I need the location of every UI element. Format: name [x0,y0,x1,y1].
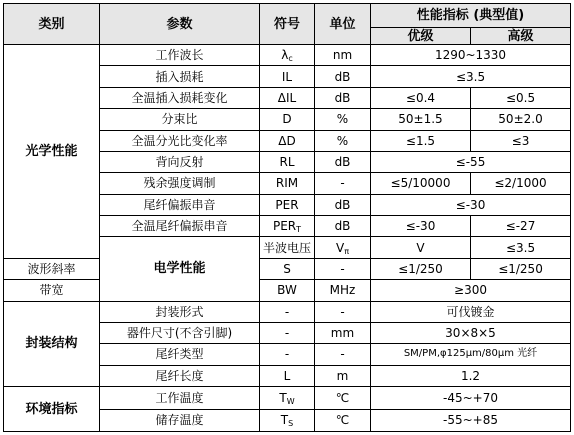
unit-cell: m [315,365,371,386]
value-excellent-cell: ≤3.5 [471,237,571,258]
value-high-cell: ≤1/250 [471,258,571,279]
param-cell: 分束比 [100,109,260,130]
param-cell: 尾纤类型 [100,344,260,365]
symbol-cell: $V_\pi$ [315,237,371,258]
value-high-cell: ≤-27 [471,216,571,237]
unit-cell: - [315,173,371,194]
table-row [4,301,571,322]
unit-cell: % [315,130,371,151]
value-cell: -55~+85 [371,409,571,432]
param-cell: 尾纤偏振串音 [100,194,260,215]
symbol-cell: L [260,365,315,386]
category-optical: 光学性能 [4,45,100,259]
category-packaging: 封装结构 [4,301,100,387]
value-excellent-cell: ≤5/10000 [371,173,471,194]
spec-table [3,3,571,432]
value-cell: ≤-30 [371,194,571,215]
symbol-cell: - [260,301,315,322]
param-cell: 全温插入损耗变化 [100,87,260,108]
table-row [4,387,571,410]
value-excellent-cell: ≤-30 [371,216,471,237]
value-excellent-cell: ≤1/250 [371,258,471,279]
symbol-cell: $\lambda_c$ [260,45,315,66]
symbol-cell: - [260,344,315,365]
param-cell: 器件尺寸(不含引脚) [100,322,260,343]
value-excellent-cell: 50±1.5 [371,109,471,130]
table-row [4,280,571,301]
param-cell: 插入损耗 [100,66,260,87]
symbol-cell: RIM [260,173,315,194]
value-cell: 30×8×5 [371,322,571,343]
symbol-cell: IL [260,66,315,87]
unit-cell: MHz [315,280,371,301]
param-cell: 全温分光比变化率 [100,130,260,151]
unit-cell: nm [315,45,371,66]
value-cell: ≤3.5 [371,66,571,87]
value-cell: 可伐镀金 [371,301,571,322]
param-cell: 储存温度 [100,409,260,432]
value-high-cell: ≤2/1000 [471,173,571,194]
symbol-cell: ΔD [260,130,315,151]
symbol-cell: S [260,258,315,279]
unit-cell: % [315,109,371,130]
category-electrical: 电学性能 [100,237,260,301]
table-row [4,258,571,279]
symbol-cell: BW [260,280,315,301]
unit-cell: - [315,344,371,365]
unit-cell: ℃ [315,409,371,432]
unit-cell: V [371,237,471,258]
value-cell: 1290~1330 [371,45,571,66]
table-header [4,4,571,45]
symbol-cell: D [260,109,315,130]
value-high-cell: 50±2.0 [471,109,571,130]
value-cell: ≤-55 [371,151,571,172]
header-unit: 单位 [315,4,371,45]
table-row [4,45,571,66]
symbol-cell: - [260,322,315,343]
param-cell: 封装形式 [100,301,260,322]
value-cell: 1.2 [371,365,571,386]
param-cell: 工作波长 [100,45,260,66]
value-cell: ≥300 [371,280,571,301]
unit-cell: - [315,258,371,279]
param-cell: 工作温度 [100,387,260,410]
value-cell: SM/PM,φ125μm/80μm 光纤 [371,344,571,365]
unit-cell: dB [315,216,371,237]
unit-cell: mm [315,322,371,343]
header-grade-excellent: 优级 [371,28,471,45]
param-cell: 背向反射 [100,151,260,172]
symbol-cell: ΔIL [260,87,315,108]
symbol-cell: PER [260,194,315,215]
unit-cell: dB [315,87,371,108]
value-high-cell: ≤0.5 [471,87,571,108]
param-cell: 波形斜率 [4,258,100,279]
param-cell: 残余强度调制 [100,173,260,194]
param-cell: 尾纤长度 [100,365,260,386]
symbol-cell: $PER_T$ [260,216,315,237]
param-cell: 半波电压 [260,237,315,258]
symbol-cell: $T_S$ [260,409,315,432]
unit-cell: dB [315,151,371,172]
header-symbol: 符号 [260,4,315,45]
header-performance: 性能指标 (典型值) [371,4,571,28]
value-excellent-cell: ≤1.5 [371,130,471,151]
unit-cell: - [315,301,371,322]
header-category: 类别 [4,4,100,45]
header-grade-high: 高级 [471,28,571,45]
symbol-cell: $T_W$ [260,387,315,410]
category-environment: 环境指标 [4,387,100,432]
unit-cell: dB [315,66,371,87]
value-excellent-cell: ≤0.4 [371,87,471,108]
unit-cell: dB [315,194,371,215]
value-high-cell: ≤3 [471,130,571,151]
header-parameter: 参数 [100,4,260,45]
param-cell: 全温尾纤偏振串音 [100,216,260,237]
value-cell: -45~+70 [371,387,571,410]
symbol-cell: RL [260,151,315,172]
param-cell: 带宽 [4,280,100,301]
unit-cell: ℃ [315,387,371,410]
